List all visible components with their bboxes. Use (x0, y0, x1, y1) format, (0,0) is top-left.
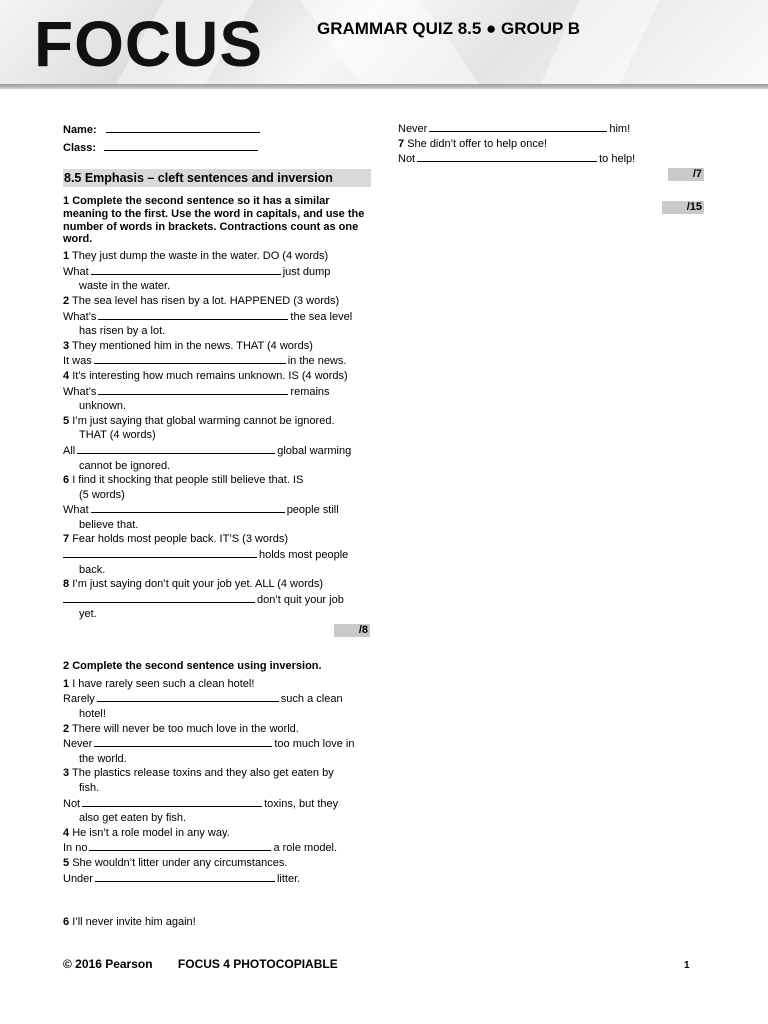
question-prompt (63, 766, 371, 781)
answer-continued: cannot be ignored. (79, 459, 171, 472)
answer-line (63, 592, 371, 608)
prompt-text: He isn’t a role model in any way. (72, 826, 230, 839)
answer-continued: yet. (79, 608, 97, 621)
prompt-text: Fear holds most people back. IT’S (3 words) (72, 533, 288, 546)
answer-post: people still (286, 504, 339, 517)
answer-post: remains (290, 385, 330, 398)
answer-pre: Not (63, 797, 81, 810)
score-box: /7 (668, 168, 704, 181)
header-facet (301, 0, 480, 84)
section1-items (63, 249, 371, 622)
answer-line (63, 796, 371, 812)
answer-blank[interactable] (82, 796, 262, 807)
answer-pre: It was (63, 355, 92, 368)
answer-line (63, 547, 371, 563)
answer-post: the sea level (290, 310, 353, 323)
answer-line (63, 384, 371, 400)
answer-continued: waste in the water. (79, 280, 171, 293)
prompt-text: I’m just saying don’t quit your job yet. ALL (4 words) (72, 578, 324, 591)
question-number: 8 (63, 578, 70, 591)
answer-continued: has risen by a lot. (79, 325, 166, 338)
answer-blank[interactable] (89, 840, 271, 851)
answer-pre: All (63, 444, 76, 457)
prompt-text: The plastics release toxins and they also get eaten by (71, 767, 334, 780)
answer-blank[interactable] (429, 121, 607, 132)
answer-continued: hotel! (79, 708, 106, 721)
answer-post: a role model. (273, 842, 338, 855)
section2-items (63, 677, 371, 930)
question-number: 6 (63, 474, 70, 487)
answer-pre: Never (63, 738, 93, 751)
answer-post: such a clean (280, 693, 343, 706)
answer-blank[interactable] (95, 871, 275, 882)
question-number: 5 (63, 414, 70, 427)
right-column (398, 121, 704, 167)
page-number: 1 (684, 960, 690, 971)
question-number: 7 (63, 533, 70, 546)
question-prompt (63, 414, 371, 429)
question-number: 6 (63, 916, 70, 929)
focus-logo: FOCUS (34, 8, 263, 80)
answer-blank[interactable] (98, 309, 288, 320)
prompt-text: I find it shocking that people still believe that. IS (72, 474, 304, 487)
answer-line (63, 443, 371, 459)
question-prompt (63, 856, 371, 871)
question-prompt (63, 677, 371, 692)
class-label: Class: (63, 142, 97, 154)
question-number: 5 (63, 856, 70, 869)
answer-blank[interactable] (94, 353, 286, 364)
answer-post: holds most people (259, 549, 349, 562)
answer-blank[interactable] (91, 264, 281, 275)
answer-pre: In no (63, 842, 88, 855)
question-prompt (63, 473, 371, 488)
answer-continued: believe that. (79, 518, 139, 531)
answer-line (398, 121, 704, 137)
instruction-number: 2 (63, 660, 70, 673)
question-number: 1 (63, 677, 70, 690)
answer-blank[interactable] (98, 384, 288, 395)
question-number: 7 (398, 137, 405, 150)
answer-continued: back. (79, 563, 106, 576)
answer-blank[interactable] (63, 547, 257, 558)
question-prompt (63, 369, 371, 384)
score-box: /8 (334, 624, 370, 637)
section-heading: 8.5 Emphasis – cleft sentences and inversion (63, 169, 371, 187)
answer-pre: Not (398, 153, 416, 166)
prompt-text: They just dump the waste in the water. DO (4 words) (71, 250, 329, 263)
answer-post: litter. (276, 872, 301, 885)
question-prompt (63, 294, 371, 309)
class-field (63, 139, 371, 157)
total-score-box: /15 (662, 201, 704, 214)
answer-blank[interactable] (417, 151, 597, 162)
prompt-text: I’m just saying that global warming cannot be ignored. (72, 414, 335, 427)
answer-continued: unknown. (79, 400, 127, 413)
answer-pre: Under (63, 872, 93, 885)
name-label: Name: (63, 124, 97, 136)
answer-blank[interactable] (77, 443, 275, 454)
answer-line (63, 736, 371, 752)
answer-post: to help! (599, 153, 636, 166)
left-column (63, 121, 371, 930)
answer-line (63, 871, 371, 887)
answer-post: global warming (277, 444, 352, 457)
quiz-title: GRAMMAR QUIZ 8.5 ● GROUP B (317, 19, 581, 38)
prompt-continued: (5 words) (79, 488, 125, 501)
instruction-text: Complete the second sentence so it has a similar meaning to the first. Use the word in capitals, and use the number of words in brackets. Contractions count as one word. (63, 195, 365, 246)
prompt-continued: fish. (79, 781, 100, 794)
answer-continued: also get eaten by fish. (79, 812, 187, 825)
answer-pre: What (63, 265, 89, 278)
question-prompt (63, 722, 371, 737)
answer-line (63, 264, 371, 280)
answer-pre: What (63, 504, 89, 517)
prompt-text: She didn’t offer to help once! (407, 137, 548, 150)
answer-continued: the world. (79, 752, 127, 765)
answer-post: in the news. (287, 355, 347, 368)
question-prompt (63, 577, 371, 592)
answer-pre: What’s (63, 385, 97, 398)
prompt-text: There will never be too much love in the world. (71, 722, 299, 735)
answer-line (63, 840, 371, 856)
answer-post: him! (609, 123, 631, 135)
question-prompt (63, 532, 371, 547)
question-prompt (63, 826, 371, 841)
question-number: 1 (63, 250, 70, 263)
answer-blank[interactable] (63, 592, 255, 603)
instruction-number: 1 (63, 195, 70, 207)
question-number: 4 (63, 369, 70, 382)
name-field (63, 121, 371, 139)
answer-post: too much love in (274, 738, 355, 751)
answer-post: toxins, but they (264, 797, 339, 810)
answer-blank[interactable] (94, 736, 272, 747)
answer-line (63, 502, 371, 518)
header-rule (0, 84, 768, 89)
answer-blank[interactable] (97, 691, 279, 702)
question-number: 3 (63, 767, 70, 780)
answer-post: don’t quit your job (257, 593, 344, 606)
copyright: © 2016 Pearson (63, 957, 153, 971)
answer-post: just dump (282, 265, 331, 278)
question-prompt (398, 137, 704, 152)
footer (63, 957, 360, 971)
prompt-text: The sea level has risen by a lot. HAPPENED (3 words) (71, 294, 340, 307)
series-label: FOCUS 4 PHOTOCOPIABLE (177, 957, 338, 971)
answer-pre: Never (398, 123, 428, 135)
prompt-text: It’s interesting how much remains unknown. IS (4 words) (72, 369, 348, 382)
name-blank[interactable] (106, 122, 260, 133)
question-number: 2 (63, 294, 70, 307)
prompt-text: She wouldn’t litter under any circumstances. (72, 856, 288, 869)
prompt-continued: THAT (4 words) (79, 429, 156, 442)
prompt-text: They mentioned him in the news. THAT (4 words) (71, 339, 313, 352)
class-blank[interactable] (104, 140, 258, 151)
prompt-text: I’ll never invite him again! (72, 916, 196, 929)
question-number: 2 (63, 722, 70, 735)
instruction-text: Complete the second sentence using inversion. (72, 660, 322, 673)
instruction-1 (63, 195, 371, 246)
question-prompt (63, 249, 371, 264)
header-facet (540, 0, 659, 84)
prompt-text: I have rarely seen such a clean hotel! (72, 677, 255, 690)
answer-pre: Rarely (63, 693, 95, 706)
question-prompt (63, 915, 371, 930)
answer-line (63, 309, 371, 325)
answer-line (398, 151, 704, 167)
answer-blank[interactable] (91, 502, 285, 513)
question-number: 3 (63, 339, 70, 352)
question-prompt (63, 339, 371, 354)
answer-line (63, 353, 371, 369)
question-number: 4 (63, 826, 70, 839)
score-row (63, 622, 371, 640)
instruction-2 (63, 660, 371, 673)
answer-line (63, 691, 371, 707)
answer-pre: What’s (63, 310, 97, 323)
